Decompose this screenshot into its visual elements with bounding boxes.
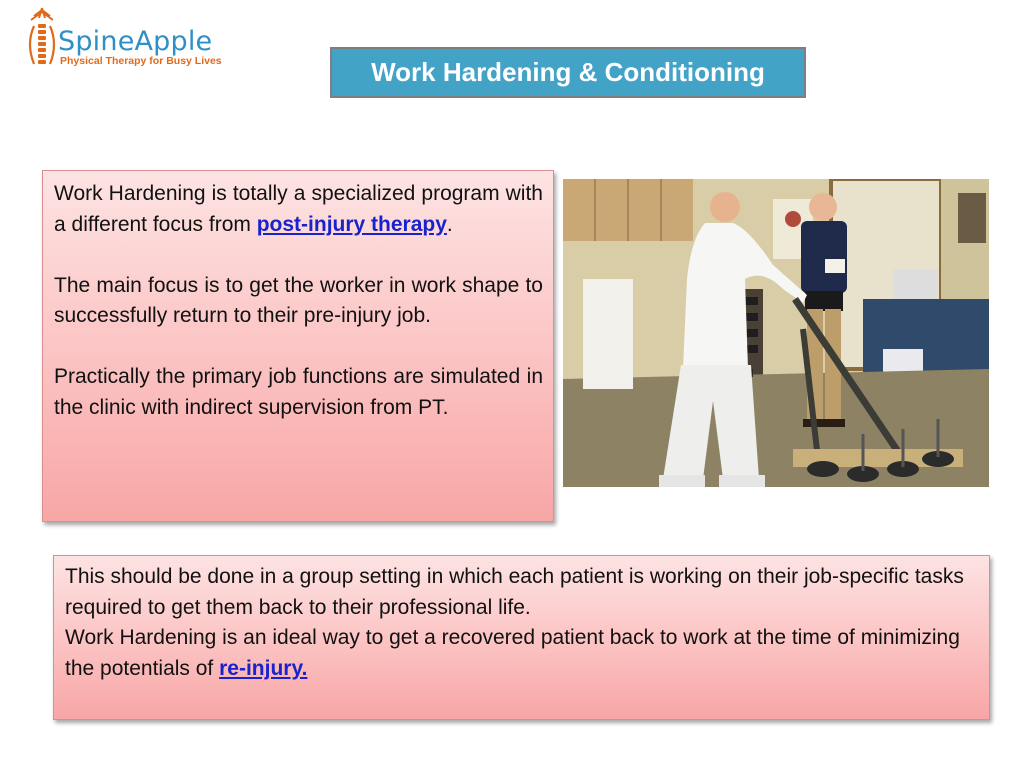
paragraph-main-focus: The main focus is to get the worker in work shape to successfully return to their pre-injury job. <box>54 273 543 327</box>
post-injury-therapy-link[interactable]: post-injury therapy <box>256 212 447 236</box>
paragraph-ideal-way <box>65 623 979 684</box>
paragraph-group-setting: This should be done in a group setting in which each patient is working on their job-specific tasks required to get them back to their professional life. <box>65 565 964 619</box>
logo-tagline: Physical Therapy for Busy Lives <box>60 55 222 67</box>
patient-sled-therapy-icon <box>563 179 989 487</box>
spine-pineapple-icon <box>22 6 62 72</box>
therapy-photo <box>563 179 989 487</box>
paragraph-text: Work Hardening is an ideal way to get a recovered patient back to work at the time of minimizing the potentials of <box>65 626 960 680</box>
paragraph-end: . <box>446 212 453 236</box>
paragraph-text: Work Hardening is totally a specialized program with a different focus from <box>54 182 543 236</box>
paragraph-specialized-program <box>54 179 543 240</box>
re-injury-link[interactable]: re-injury. <box>219 656 308 680</box>
paragraph-simulated-functions: Practically the primary job functions are simulated in the clinic with indirect supervision from PT. <box>54 365 543 419</box>
slide-title-box <box>330 47 806 98</box>
intro-text-box <box>42 170 554 522</box>
slide-title: Work Hardening & Conditioning <box>371 57 765 87</box>
logo-name: SpineApple <box>58 26 213 57</box>
spineapple-logo <box>22 6 222 72</box>
group-setting-text-box <box>53 555 990 720</box>
